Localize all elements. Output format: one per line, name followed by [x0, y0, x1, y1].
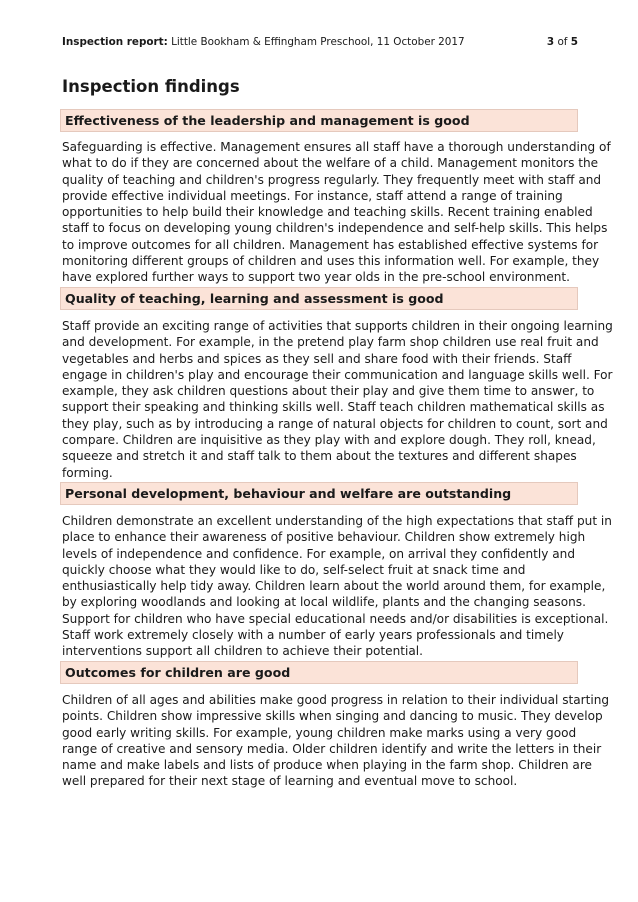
paragraph-line: engage in children's play and encourage their communication and language skills well. For — [62, 367, 613, 382]
section-heading-personal-development: Personal development, behaviour and welfare are outstanding — [60, 482, 578, 505]
paragraph-line: levels of independence and confidence. For example, on arrival they confidently and — [62, 546, 576, 561]
section-heading-teaching: Quality of teaching, learning and assessment is good — [60, 287, 578, 310]
paragraph-line: by exploring woodlands and looking at local wildlife, plants and the changing seasons. — [62, 595, 586, 610]
report-detail: Little Bookham & Effingham Preschool, 11 October 2017 — [171, 36, 465, 48]
paragraph-line: squeeze and stretch it and staff talk to them about the textures and different shapes — [62, 449, 577, 464]
section-body-leadership — [62, 139, 611, 286]
page-of: of — [557, 36, 568, 48]
page-current: 3 — [546, 36, 555, 48]
paragraph-line: monitoring different groups of children and uses this information well. For example, they — [62, 254, 600, 269]
paragraph-line: Children demonstrate an excellent understanding of the high expectations that staff put in — [62, 514, 612, 528]
paragraph-line: compare. Children are inquisitive as they play with and explore dough. They roll, knead, — [62, 433, 596, 448]
paragraph-line: vegetables and herbs and spices as they sell and share food with their friends. Staff — [62, 351, 572, 366]
paragraph-line: they play, such as by introducing a range of natural objects for children to count, sort and — [62, 416, 608, 431]
page-title: Inspection findings — [62, 77, 240, 96]
paragraph-line: provide effective individual meetings. For instance, staff attend a range of training — [62, 188, 563, 203]
paragraph-line: have explored further ways to support two year olds in the pre-school environment. — [62, 270, 570, 285]
paragraph-line: Safeguarding is effective. Management ensures all staff have a thorough understanding of — [62, 140, 611, 154]
paragraph-line: quality of teaching and children's progress regularly. They frequently meet with staff and — [62, 172, 602, 187]
paragraph-line: what to do if they are concerned about the welfare of a child. Management monitors the — [62, 156, 599, 171]
paragraph-line: name and make labels and lists of produce when playing in the farm shop. Children are — [62, 758, 592, 773]
paragraph-line: range of creative and sensory media. Older children identify and write the letters in their — [62, 741, 602, 756]
paragraph-line: staff to focus on developing young children's independence and self-help skills. This helps — [62, 221, 608, 236]
paragraph-line: support their speaking and thinking skills well. Staff teach children mathematical skills as — [62, 400, 605, 415]
paragraph-line: good early writing skills. For example, young children make marks using a very good — [62, 725, 577, 740]
page-number — [547, 35, 578, 49]
paragraph-line: well prepared for their next stage of learning and eventual move to school. — [62, 774, 518, 789]
report-label: Inspection report: — [62, 36, 168, 48]
paragraph-line: enthusiastically help tidy away. Children learn about the world around them, for example, — [62, 579, 606, 594]
paragraph-line: place to enhance their awareness of positive behaviour. Children show extremely high — [62, 530, 586, 545]
paragraph-line: example, they ask children questions about their play and give them time to answer, to — [62, 384, 595, 399]
page-total: 5 — [570, 36, 578, 48]
paragraph-line: Support for children who have special educational needs and/or disabilities is exceptional. — [62, 611, 609, 626]
paragraph-line: and development. For example, in the pretend play farm shop children use real fruit and — [62, 335, 599, 350]
paragraph-line: Staff provide an exciting range of activities that supports children in their ongoing learning — [62, 319, 613, 333]
paragraph-line: points. Children show impressive skills when singing and dancing to music. They develop — [62, 709, 603, 724]
section-body-teaching — [62, 318, 613, 481]
section-body-outcomes — [62, 692, 610, 790]
paragraph-line: Staff work extremely closely with a number of early years professionals and timely — [62, 628, 564, 643]
paragraph-line: to improve outcomes for all children. Management has established effective systems for — [62, 237, 599, 252]
section-heading-leadership: Effectiveness of the leadership and management is good — [60, 109, 578, 132]
report-reference — [62, 35, 465, 49]
paragraph-line: quickly choose what they would like to do, self-select fruit at snack time and — [62, 562, 526, 577]
paragraph-line: Children of all ages and abilities make good progress in relation to their individual starting — [62, 693, 610, 707]
paragraph-line: forming. — [62, 465, 113, 480]
paragraph-line: opportunities to help build their knowledge and teaching skills. Recent training enabled — [62, 205, 593, 220]
page-header — [60, 35, 578, 49]
section-body-personal-development — [62, 513, 612, 660]
paragraph-line: interventions support all children to achieve their potential. — [62, 644, 423, 659]
section-heading-outcomes: Outcomes for children are good — [60, 661, 578, 684]
